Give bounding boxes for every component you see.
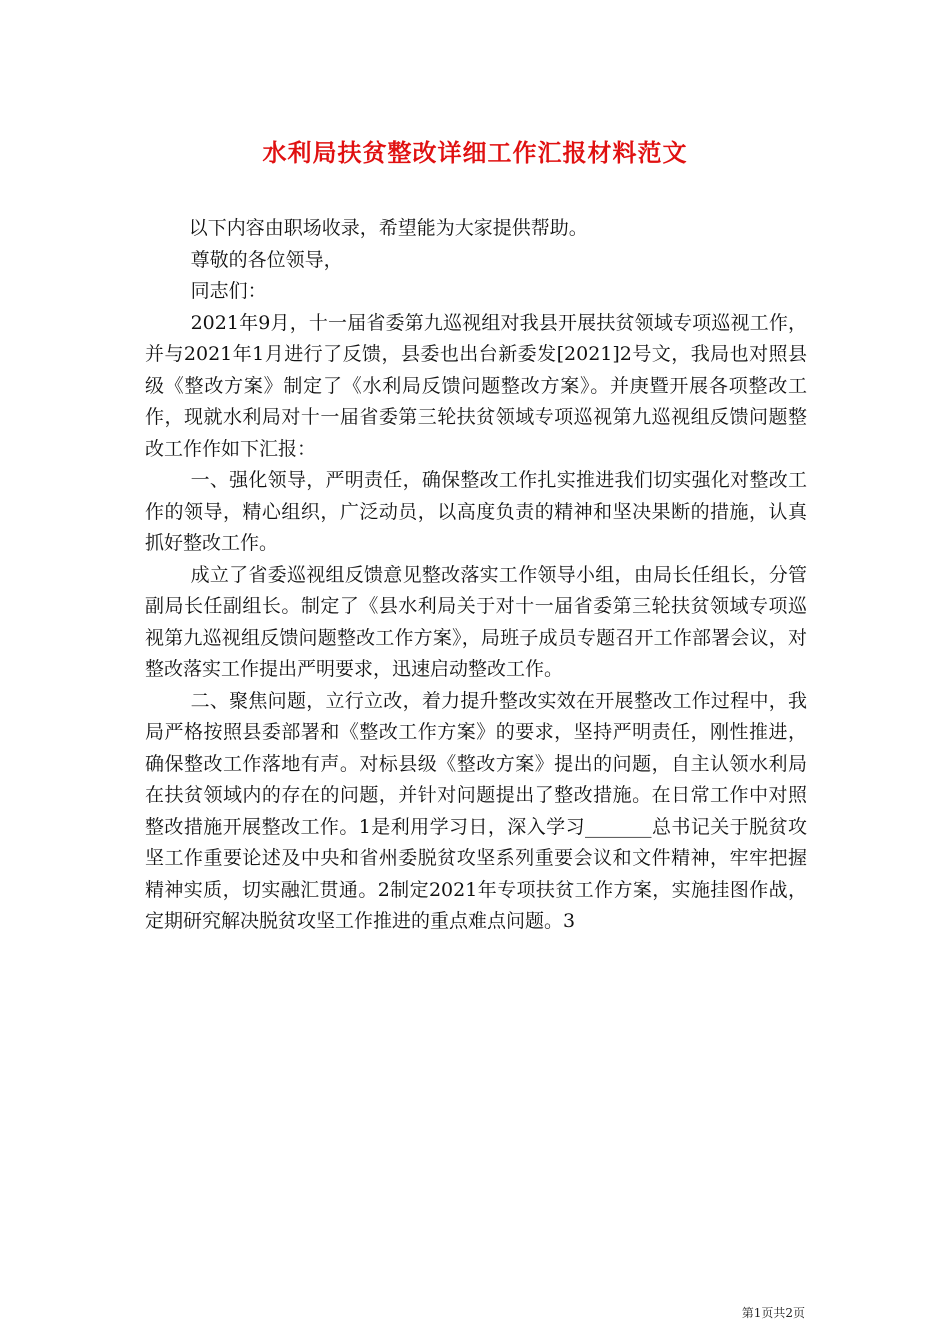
- document-title: 水利局扶贫整改详细工作汇报材料范文: [262, 138, 688, 167]
- body-paragraph: 成立了省委巡视组反馈意见整改落实工作领导小组，由局长任组长，分管副局长任副组长。制定了《县水利局关于对十一届省委第三轮扶贫领域专项巡视第九巡视组反馈问题整改工作方案》，局班子成员专题召开工作部署会议，对整改落实工作提出严明要求，迅速启动整改工作。: [145, 563, 807, 680]
- body-paragraph: 二、聚焦问题，立行立改，着力提升整改实效在开展整改工作过程中，我局严格按照县委部署和《整改工作方案》的要求，坚持严明责任，刚性推进，确保整改工作落地有声。对标县级《整改方案》提出的问题，自主认领水利局在扶贫领域内的存在的问题，并针对问题提出了整改措施。在日常工作中对照整改措施开展整改工作。1是利用学习日，深入学习_______总书记关于脱贫攻坚工作重要论述及中央和省州委脱贫攻坚系列重要会议和文件精神，牢牢把握精神实质，切实融汇贯通。2制定2021年专项扶贫工作方案，实施挂图作战，定期研究解决脱贫攻坚工作推进的重点难点问题。3: [145, 689, 807, 932]
- salutation-paragraph: 尊敬的各位领导，: [190, 248, 343, 271]
- salutation-paragraph: 同志们：: [190, 280, 267, 302]
- intro-paragraph: 以下内容由职场收录，希望能为大家提供帮助。: [188, 217, 588, 239]
- body-paragraph: 2021年9月，十一届省委第九巡视组对我县开展扶贫领域专项巡视工作，并与2021年1月进行了反馈，县委也出台新委发[2021]2号文，我局也对照县级《整改方案》制定了《水利局反馈问题整改方案》。并庚暨开展各项整改工作，现就水利局对十一届省委第三轮扶贫领域专项巡视第九巡视组反馈问题整改工作作如下汇报：: [145, 311, 807, 460]
- page-number: 第1页共2页: [741, 1306, 805, 1320]
- body-paragraph: 一、强化领导，严明责任，确保整改工作扎实推进我们切实强化对整改工作的领导，精心组织，广泛动员，以高度负责的精神和坚决果断的措施，认真抓好整改工作。: [145, 469, 807, 554]
- document-body: [145, 213, 807, 938]
